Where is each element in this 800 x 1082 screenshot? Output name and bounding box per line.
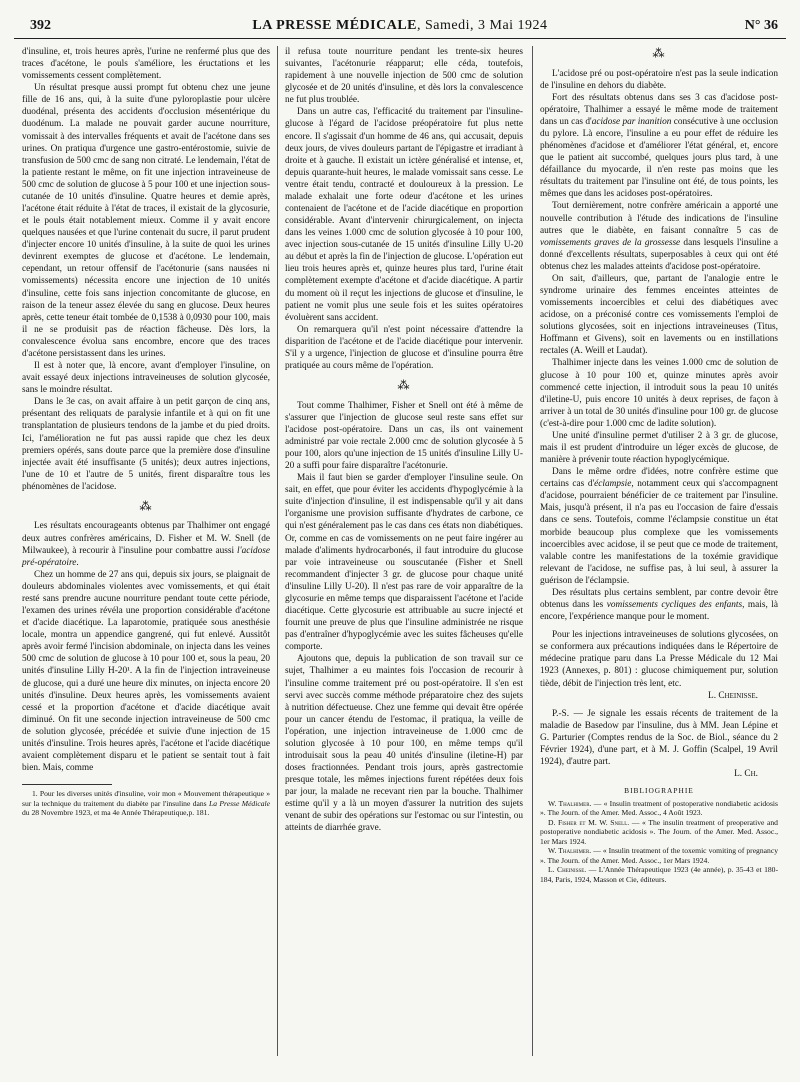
text: consécutive à une occlusion du pylore. Là encore, l'insuline a eu pour effet de réduire les phénomènes d'acidose et d'améliorer l'état général, et, encore que le patient ait succombé, quelques jours plus tard, à une défaillance du myocarde, il n'en reste pas moins que les résultats du traitement par l'insuline ont été, de tous points, les mêmes que dans les acidoses post-opératoires.: [540, 116, 778, 200]
paragraph: Il est à noter que, là encore, avant d'employer l'insuline, on avait essayé deux injections intraveineuses de solution glycosée, sans le moindre résultat.: [22, 361, 270, 396]
column-2: [285, 46, 523, 835]
bib-author: L. Cheinisse.: [548, 865, 587, 875]
paragraph: Ajoutons que, depuis la publication de son travail sur ce sujet, Thalhimer a eu maintes fois l'occasion de recourir à l'insuline comme traitement pré ou post-opératoire. Il s'en est servi avec succès comme méthode préparatoire chez des sujets à nutrition défectueuse. Chez une femme qui devait être opérée pour un cancer étendu de l'estomac, il pratiqua, la veille de l'opération, une injection intraveineuse de 1.000 cmc de solution glycosée à 10 pour 100, en même temps qu'il introduisait sous la peau 40 unités d'insuline (iletine-H) par doses fractionnées. Pendant trois jours, après gastrectomie presque totale, les mêmes injections furent répétées deux fois par jour, la malade ne recevant rien par la bouche. Thalhimer estime qu'il y a là un moyen d'assurer la nutrition des sujets venant de subir des opérations sur l'estomac ou sur l'intestin, ou atteints de diarrhée grave.: [285, 654, 523, 834]
text: , mais, là encore, l'expérience manque pour le moment.: [540, 600, 778, 623]
section-asterism: ⁂: [397, 378, 411, 393]
page-number: 392: [30, 18, 51, 33]
footnote-rule: [22, 784, 112, 785]
text: dans lesquels l'insuline a donné d'excellents résultats, superposables à ceux qui ont été obtenus chez les malades atteints d'acidose post-opératoire.: [540, 237, 778, 272]
bib-author: D. Fisher et M. W. Snell.: [548, 817, 630, 827]
emphasis: l'acidose pré-opératoire: [22, 545, 270, 568]
paragraph: On remarquera qu'il n'est point nécessaire d'attendre la disparition de l'acétone et de l'acide diacétique pour intervenir. S'il y a urgence, l'injection de glucose et d'insuline pourra être pratiquée au cours même de l'opération.: [285, 324, 523, 372]
text: Fort des résultats obtenus dans ses 3 cas d'acidose post-opératoire, Thalhimer a essayé le même mode de traitement dans un cas d': [540, 92, 778, 127]
column-1: [22, 46, 270, 818]
text: du 28 Novembre 1923, et ma 4e Année Thérapeutique,p. 181.: [22, 808, 210, 818]
bib-text: — « Insulin treatment of postoperative nondiabetic acidosis ». The Journ. of the Amer. Med. Assoc., 4 Août 1923.: [540, 798, 778, 818]
text: Les résultats encourageants obtenus par Thalhimer ont engagé deux autres confrères américains, D. Fisher et M. W. Snell (de Milwaukee), à recourir à l'insuline pour combattre aussi: [22, 521, 270, 556]
author-signature: L. Cheinisse.: [708, 690, 758, 701]
section-asterism: ⁂: [139, 498, 153, 513]
text: 1. Pour les diverses unités d'insuline, voir mon « Mouvement thérapeutique » sur la technique du traitement du diabète par l'insuline dans: [22, 789, 270, 808]
postscript: P.-S. — Je signale les essais récents de traitement de la maladie de Basedow par l'insuline, dus à MM. Jean Lépine et G. Parturier (Comptes rendus de la Soc. de Biol., séance du 2 Février 1924), d'une part, et à M. J. Goffin (Scalpel, 19 Avril 1924), d'autre part.: [540, 708, 778, 767]
paragraph: [540, 200, 778, 272]
page-header: [14, 16, 786, 39]
paragraph: [540, 587, 778, 623]
text: Des résultats plus certains semblent, par contre devoir être obtenus dans les: [540, 587, 778, 611]
bibliography-entry: [540, 865, 778, 884]
column-divider: [532, 46, 533, 1056]
paragraph: Dans le 3e cas, on avait affaire à un petit garçon de cinq ans, présentant des reliquats de paralysie infantile et à qui on fit une transplantation de plusieurs tendons de la jambe et du pied droits. Ici, l'amélioration ne fut pas aussi rapide que chez les deux premiers opérés, sans doute parce que la première dose d'insuline injectée avait été insuffisante (5 unités); deux autres injections, l'une de 10 et l'autre de 5 unités, firent disparaître tous les phénomènes de l'acidose.: [22, 397, 270, 492]
bib-text: — L'Année Thérapeutique 1923 (4e année), p. 35-43 et 180-184, Paris, 1924, Masson et Cie, éditeurs.: [540, 865, 779, 884]
paragraph: Un résultat presque aussi prompt fut obtenu chez une jeune fille de 16 ans, qui, à la suite d'une pyloroplastie pour ulcère duodénal, présenta des accidents d'occlusion mésentérique du duodénum. La malade ne pouvait garder aucune nourriture, vomissait à des intervalles fréquents et avait de l'acétone dans ses urines. On pratiqua d'urgence une gastro-entérostomie, suivie de transfusion de 500 cmc de sang non citraté. Le lendemain, l'état de la patiente restant le même, on fit une injection intraveineuse de 500 cmc de solution de glucose à 5 pour 100 et une injection sous-cutanée de 10 unités d'insuline. Quatre heures et demie après, l'acétone était réduite à l'état de traces, il existait de la glycosurie, et le pouls était notablement mieux. Comme il y avait encore quelques nausées et que l'urine contenait du sucre, il parut prudent d'injecter encore 10 unités d'insuline, à la suite de quoi les urines devinrent exemptes de glucose et d'acétone. Le lendemain, cependant, un retour offensif de l'acétonurie (sans nausées ni vomissements) nécessita encore une injection de 10 unités d'insuline, cette fois sans injection concomitante de glucose, en raison de la teneur assez élevée du sang en glucose. Deux heures après, cette teneur était tombée de 0,1538 à 0,0930 pour 100, mais il ne se produisit pas de réaction fâcheuse. Dès lors, la convalescence évolua sans encombre, encore que des traces d'acétone persistassent dans les urines.: [22, 83, 270, 359]
section-asterism: ⁂: [652, 46, 666, 60]
bib-author: W. Thalhimer.: [548, 798, 592, 808]
paragraph: d'insuline, et, trois heures après, l'urine ne renfermé plus que des traces d'acétone, le pouls s'améliore, les éructations et les vomissements cessent complètement.: [22, 47, 270, 82]
bib-text: — « Insulin treatment of the toxemic vomiting of pregnancy ». The Journ. of the Amer. Med. Assoc., 1er Mars 1924.: [540, 846, 778, 865]
paragraph: Thalhimer injecte dans les veines 1.000 cmc de solution de glucose à 10 pour 100 et, quinze minutes après avoir commencé cette injection, il introduit sous la peau 10 unités d'iletine-U, puis encore 10 unités à deux reprises, de façon à arriver à un total de 30 unités d'insuline pour 100 gr. de glucose (c'est-à-dire pour 1.000 cmc de ladite solution).: [540, 358, 778, 429]
text: , notamment ceux qui s'accompagnent d'acidose, pourraient bénéficier de ce traitement par l'insuline. Mais, jusqu'à présent, il n'a pas eu l'occasion de faire d'essais dans ce sens. Toutefois, comme l'éclampsie constitue un état morbide beaucoup plus complexe que les vomissements incoercibles avec acidose, il se peut que ce mode de traitement, valable contre les manifestations de la toxémie gravidique relevant de l'acidose, ne suffise pas, à lui seul, à assurer la guérison de l'éclampsie.: [540, 479, 778, 586]
paragraph: [540, 92, 778, 201]
paragraph: Tout comme Thalhimer, Fisher et Snell ont été à même de s'assurer que l'injection de glucose seul reste sans effet sur l'acidose post-opératoire. Dans un cas, ils ont vainement administré par voie rectale 2.000 cmc de solution glycosée à 5 pour 100, alors qu'une injection de 15 unités d'insuline Lilly U-20 a suffi pour faire disparaître l'acétonurie.: [285, 400, 523, 472]
paragraph: il refusa toute nourriture pendant les trente-six heures suivantes, l'acétonurie réapparut; elle céda, toutefois, rapidement à une nouvelle injection de 500 cmc de solution glycosée et de 20 unités d'insuline, et dès lors la convalescence ne fut plus troublée.: [285, 47, 523, 106]
issue-number: N° 36: [744, 18, 778, 33]
emphasis: vomissements cycliques des enfants: [606, 600, 743, 611]
bibliography-heading: BIBLIOGRAPHIE: [624, 786, 694, 796]
column-divider: [277, 46, 278, 1056]
emphasis: vomissements graves de la grossesse: [540, 237, 681, 248]
emphasis: acidose par inanition: [591, 116, 672, 127]
text: .: [76, 557, 79, 568]
author-initials: L. Ch.: [734, 769, 758, 780]
emphasis: La Presse Médicale: [209, 798, 270, 808]
issue-date: , Samedi, 3 Mai 1924: [417, 18, 548, 33]
column-3: [540, 46, 778, 884]
bib-text: — « The insulin treatment of preoperative and postoperative nondiabetic acidosis ». The Journ. of the Amer. Med. Assoc., 1er Mars 1924.: [540, 817, 778, 846]
paragraph: Pour les injections intraveineuses de solutions glycosées, on se conformera aux précautions indiquées dans le Répertoire de médecine pratique paru dans La Presse Médicale du 12 Mai 1923 (Annexes, p. 801) : glucose chimiquement pur, solution tiède, débit de l'injection très lent, etc.: [540, 630, 778, 689]
journal-name: LA PRESSE MÉDICALE: [252, 18, 418, 33]
paragraph: On sait, d'ailleurs, que, partant de l'analogie entre le syndrome urinaire des femmes enceintes atteintes de vomissements incoercibles et celui des diabétiques avec acidose, on a préconisé contre ces vomissements l'emploi de solutions glycosées, soit en injections intraveineuses (Titus, Hoffmann et Givens), soit en lavements ou en instillations rectales (A. Weill et Laudat).: [540, 273, 778, 357]
bibliography-entry: [540, 818, 778, 846]
bib-author: W. Thalhimer.: [548, 846, 592, 856]
running-title: [14, 18, 786, 34]
text: Dans le même ordre d'idées, notre confrère estime que certains cas d': [540, 467, 778, 490]
paragraph: [540, 466, 778, 587]
footnote: [22, 789, 270, 817]
paragraph: [22, 520, 270, 568]
bibliography-entry: [540, 799, 778, 818]
paragraph: Mais il faut bien se garder d'employer l'insuline seule. On sait, en effet, que pour éviter les accidents d'hypoglycémie à la suite d'injection d'insuline, il est indispensable qu'il y ait dans l'organisme une provision suffisante d'hydrates de carbone, ce qui n'est généralement pas le cas dans ces états non diabétiques. Or, comme en cas de vomissements on ne peut faire ingérer au malade d'aliments hydrocarbonés, il faut introduire du glucose par voie intraveineuse ou souscutanée (Fisher et Snell recommandent d'injecter 3 gr. de glucose pour chaque unité d'insuline Lilly U-20). Il n'est pas rare de voir apparaître de la glycosurie en même temps que disparaissent l'acétone et l'acide diacétique. Cette glycosurie est attribuable au sucre injecté et fournit une preuve de plus que l'insuline administrée ne risque pas d'entraîner d'hypoglycémie avec les suites fâcheuses qu'elle comporte.: [285, 473, 523, 653]
paragraph: Chez un homme de 27 ans qui, depuis six jours, se plaignait de douleurs abdominales violentes avec vomissements, et qui était resté sans prendre aucune nourriture pendant toute cette période, l'examen des urines révéla une proportion considérable d'acétone et d'acide diacétique. La laparotomie, pratiquée sous anesthésie locale, montra un appendice gangrené, qui fut enlevé. Aussitôt après avoir fermé l'incision abdominale, on injecta dans les veines 500 cmc de solution de glucose à 10 pour 100 et, sous la peau, 20 unités d'insuline Lilly H-20¹. A la fin de l'injection intraveineuse de glucose, qui a duré une heure dix minutes, on injecta encore 20 unités d'insuline. Deux heures après, les vomissements avaient cessé et la proportion d'acétone et d'acide diacétique avait diminué. On fit une seconde injection intraveineuse de 500 cmc de solution glycosée, précédée et suivie d'une injection de 15 unités d'insuline. Trois heures après, l'acétone et l'acide diacétique avaient complètement disparu et le patient se sentait tout à fait bien. Mais, comme: [22, 569, 270, 774]
text: Tout dernièrement, notre confrère américain a apporté une nouvelle contribution à l'étude des indications de l'insuline autres que le diabète, en faisant connaître 5 cas de: [540, 201, 778, 236]
paragraph: Dans un autre cas, l'efficacité du traitement par l'insuline-glucose à l'égard de l'acidose préopératoire fut plus nette encore. Il s'agissait d'un homme de 46 ans, qui accusait, depuis deux jours, de vives douleurs partant de l'épigastre et irradiant à droite et à gauche. Il existait un ictère généralisé et intense, et, depuis quarante-huit heures, le malade vomissait sans cesse. Le ventre était tendu, contracté et douloureux à la pression. Le malade exhalait une forte odeur d'acétone et les urines contenaient de l'acétone et de l'acide diacétique en proportion considérable. Avant d'intervenir chirurgicalement, on injecta dans les veines 1.000 cmc de solution glycosée à 10 pour 100, avec injection sous-cutanée de 15 unités d'insuline Lilly U-20 au début et après la fin de l'injection de glucose. L'opération eut lieu trois heures après et, quinze heures plus tard, l'urine était complètement exempte d'acétone et d'acide diacétique. A partir du moment où il reçut les injections de glucose et d'insuline, le patient ne vomit plus une seule fois et les suites opératoires évoluèrent sans accident.: [285, 107, 523, 323]
emphasis: éclampsie: [594, 479, 632, 490]
paragraph: L'acidose pré ou post-opératoire n'est pas la seule indication de l'insuline en dehors du diabète.: [540, 68, 778, 91]
paragraph: Une unité d'insuline permet d'utiliser 2 à 3 gr. de glucose, mais il est prudent d'introduire un léger excès de glucose, de manière à prévenir toute réaction hypoglycémique.: [540, 430, 778, 466]
bibliography-entry: [540, 846, 778, 865]
